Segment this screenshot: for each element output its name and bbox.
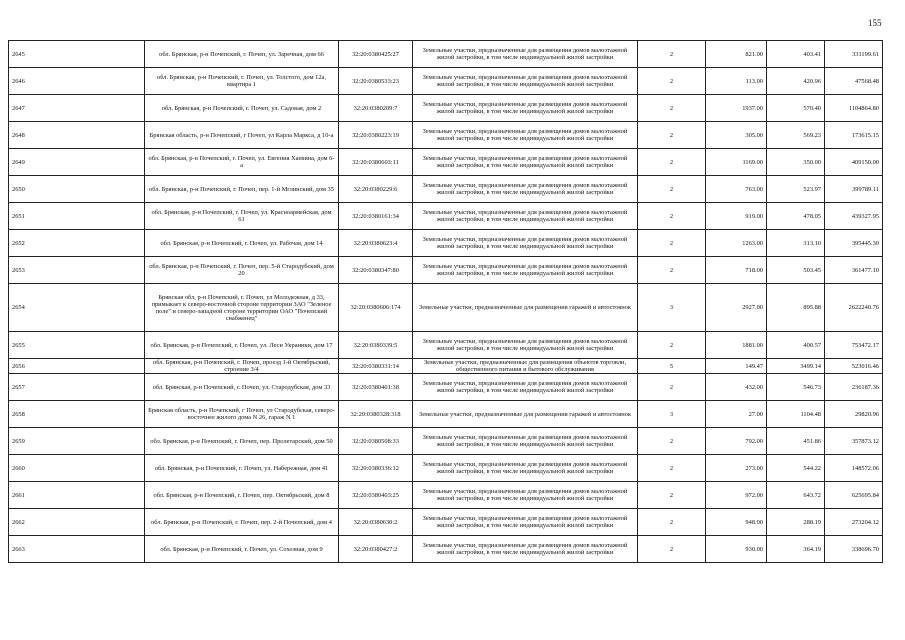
cadastral-value-cell: 29820.96 <box>825 401 883 428</box>
cadastral-number-cell: 32:20:0380403:25 <box>339 482 413 509</box>
area-cell: 1937.00 <box>706 95 767 122</box>
category-cell: 2 <box>638 257 706 284</box>
row-number: 2645 <box>9 41 145 68</box>
row-number: 2662 <box>9 509 145 536</box>
address-cell: обл. Брянская, р-н Почепский, г. Почеп, ул. Сохозная, дом 9 <box>145 536 339 563</box>
row-number: 2650 <box>9 176 145 203</box>
land-use-cell: Земельные участки, предназначенные для размещения домов малоэтажной жилой застройки, в том числе индивидуальной жилой застройки <box>413 332 638 359</box>
cadastral-value-cell: 47568.48 <box>825 68 883 95</box>
cadastral-value-cell: 173615.15 <box>825 122 883 149</box>
land-use-cell: Земельные участки, предназначенные для размещения гаражей и автостоянок <box>413 401 638 428</box>
table-row <box>9 122 883 149</box>
unit-value-cell: 313.10 <box>767 230 825 257</box>
unit-value-cell: 288.19 <box>767 509 825 536</box>
unit-value-cell: 569.23 <box>767 122 825 149</box>
row-number: 2656 <box>9 359 145 374</box>
unit-value-cell: 451.86 <box>767 428 825 455</box>
area-cell: 27.00 <box>706 401 767 428</box>
unit-value-cell: 400.57 <box>767 332 825 359</box>
cadastral-value-cell: 399789.11 <box>825 176 883 203</box>
category-cell: 2 <box>638 149 706 176</box>
category-cell: 2 <box>638 482 706 509</box>
area-cell: 919.00 <box>706 203 767 230</box>
category-cell: 2 <box>638 203 706 230</box>
cadastral-value-cell: 148572.06 <box>825 455 883 482</box>
land-use-cell: Земельные участки, предназначенные для размещения домов малоэтажной жилой застройки, в том числе индивидуальной жилой застройки <box>413 41 638 68</box>
cadastral-number-cell: 32:20:0380328:318 <box>339 401 413 428</box>
table-row <box>9 149 883 176</box>
cadastral-number-cell: 32:20:0380223:19 <box>339 122 413 149</box>
address-cell: Брянская область, р-н Почепский, г Почеп, ул Карла Маркса, д 10-а <box>145 122 339 149</box>
row-number: 2651 <box>9 203 145 230</box>
land-use-cell: Земельные участки, предназначенные для размещения домов малоэтажной жилой застройки, в том числе индивидуальной жилой застройки <box>413 149 638 176</box>
cadastral-value-cell: 236187.36 <box>825 374 883 401</box>
unit-value-cell: 523.97 <box>767 176 825 203</box>
row-number: 2654 <box>9 284 145 332</box>
land-use-cell: Земельные участки, предназначенные для размещения домов малоэтажной жилой застройки, в том числе индивидуальной жилой застройки <box>413 95 638 122</box>
row-number: 2647 <box>9 95 145 122</box>
unit-value-cell: 350.00 <box>767 149 825 176</box>
category-cell: 2 <box>638 230 706 257</box>
address-cell: обл. Брянская, р-н Почепский, г. Почеп, ул. Евгения Хаевина, дом 6-а <box>145 149 339 176</box>
area-cell: 2927.00 <box>706 284 767 332</box>
land-use-cell: Земельные участки, предназначенные для размещения домов малоэтажной жилой застройки, в том числе индивидуальной жилой застройки <box>413 176 638 203</box>
table-row <box>9 203 883 230</box>
category-cell: 5 <box>638 359 706 374</box>
table-row <box>9 230 883 257</box>
address-cell: Брянская область, р-н Почепский, г Почеп, ул Стародубская, северо-восточнее жилого дома N 26, гараж N 1 <box>145 401 339 428</box>
table-body <box>9 41 883 563</box>
unit-value-cell: 895.88 <box>767 284 825 332</box>
category-cell: 2 <box>638 122 706 149</box>
table-row <box>9 68 883 95</box>
address-cell: обл. Брянская, р-н Почепский, г. Почеп, пер. 2-й Почепский, дом 4 <box>145 509 339 536</box>
address-cell: обл. Брянская, р-н Почепский, г. Почеп, ул. Рабочая, дом 14 <box>145 230 339 257</box>
address-cell: обл. Брянская, р-н Почепский, г. Почеп, пер. Октябрьский, дом 8 <box>145 482 339 509</box>
row-number: 2649 <box>9 149 145 176</box>
unit-value-cell: 570.40 <box>767 95 825 122</box>
cadastral-number-cell: 32:20:0380623:4 <box>339 230 413 257</box>
category-cell: 3 <box>638 284 706 332</box>
area-cell: 1881.00 <box>706 332 767 359</box>
cadastral-number-cell: 32:20:0380603:11 <box>339 149 413 176</box>
land-use-cell: Земельные участки, предназначенные для размещения домов малоэтажной жилой застройки, в том числе индивидуальной жилой застройки <box>413 482 638 509</box>
area-cell: 305.00 <box>706 122 767 149</box>
area-cell: 432.00 <box>706 374 767 401</box>
cadastral-number-cell: 32:20:0380347:80 <box>339 257 413 284</box>
row-number: 2660 <box>9 455 145 482</box>
land-registry-table <box>8 40 883 563</box>
row-number: 2646 <box>9 68 145 95</box>
area-cell: 1263.00 <box>706 230 767 257</box>
category-cell: 2 <box>638 332 706 359</box>
unit-value-cell: 503.45 <box>767 257 825 284</box>
table-row <box>9 359 883 374</box>
cadastral-value-cell: 625695.84 <box>825 482 883 509</box>
address-cell: Брянская обл, р-н Почепский, г. Почеп, ул Молодежная, д 33, примыкает к северо-восточной стороне территории ЗАО "Зеленое поле" и северо-западной стороне территории ОАО "Почепский снабженец" <box>145 284 339 332</box>
category-cell: 2 <box>638 428 706 455</box>
category-cell: 2 <box>638 536 706 563</box>
area-cell: 718.00 <box>706 257 767 284</box>
cadastral-number-cell: 32:20:0380606:174 <box>339 284 413 332</box>
land-use-cell: Земельные участки, предназначенные для размещения домов малоэтажной жилой застройки, в том числе индивидуальной жилой застройки <box>413 203 638 230</box>
cadastral-value-cell: 1104864.80 <box>825 95 883 122</box>
cadastral-value-cell: 409150.00 <box>825 149 883 176</box>
row-number: 2648 <box>9 122 145 149</box>
category-cell: 2 <box>638 374 706 401</box>
table-row <box>9 455 883 482</box>
cadastral-number-cell: 32:20:0380508:33 <box>339 428 413 455</box>
cadastral-value-cell: 753472.17 <box>825 332 883 359</box>
unit-value-cell: 478.05 <box>767 203 825 230</box>
unit-value-cell: 364.19 <box>767 536 825 563</box>
area-cell: 972.00 <box>706 482 767 509</box>
address-cell: обл. Брянская, р-н Почепский, г. Почеп, ул. Стародубская, дом 33 <box>145 374 339 401</box>
cadastral-value-cell: 361477.10 <box>825 257 883 284</box>
land-use-cell: Земельные участки, предназначенные для размещения домов малоэтажной жилой застройки, в том числе индивидуальной жилой застройки <box>413 257 638 284</box>
area-cell: 948.00 <box>706 509 767 536</box>
table-row <box>9 176 883 203</box>
address-cell: обл. Брянская, р-н Почепский, г. Почеп, ул. Заречная, дом 66 <box>145 41 339 68</box>
row-number: 2655 <box>9 332 145 359</box>
table-row <box>9 284 883 332</box>
row-number: 2657 <box>9 374 145 401</box>
land-use-cell: Земельные участки, предназначенные для размещения домов малоэтажной жилой застройки, в том числе индивидуальной жилой застройки <box>413 536 638 563</box>
cadastral-number-cell: 32:20:0380533:23 <box>339 68 413 95</box>
area-cell: 1169.00 <box>706 149 767 176</box>
cadastral-value-cell: 395445.30 <box>825 230 883 257</box>
category-cell: 2 <box>638 455 706 482</box>
cadastral-number-cell: 32:20:0380401:38 <box>339 374 413 401</box>
address-cell: обл. Брянская, р-н Почепский, г. Почеп, пер. 1-й Мглинский, дом 35 <box>145 176 339 203</box>
cadastral-value-cell: 338696.70 <box>825 536 883 563</box>
cadastral-number-cell: 32:20:0380425:27 <box>339 41 413 68</box>
table-row <box>9 482 883 509</box>
land-use-cell: Земельные участки, предназначенные для размещения домов малоэтажной жилой застройки, в том числе индивидуальной жилой застройки <box>413 68 638 95</box>
cadastral-number-cell: 32:20:0380630:2 <box>339 509 413 536</box>
table-row <box>9 536 883 563</box>
address-cell: обл. Брянская, р-н Почепский, г. Почеп, пер. 5-й Стародубский, дом 20 <box>145 257 339 284</box>
cadastral-number-cell: 32:20:0380336:12 <box>339 455 413 482</box>
category-cell: 2 <box>638 95 706 122</box>
table-row <box>9 41 883 68</box>
cadastral-value-cell: 357873.12 <box>825 428 883 455</box>
row-number: 2663 <box>9 536 145 563</box>
land-use-cell: Земельные участки, предназначенные для размещения объектов торговли, общественного питания и бытового обслуживания <box>413 359 638 374</box>
area-cell: 273.00 <box>706 455 767 482</box>
cadastral-number-cell: 32:20:0380229:6 <box>339 176 413 203</box>
land-use-cell: Земельные участки, предназначенные для размещения домов малоэтажной жилой застройки, в том числе индивидуальной жилой застройки <box>413 122 638 149</box>
unit-value-cell: 546.73 <box>767 374 825 401</box>
address-cell: обл. Брянская, р-н Почепский, г. Почеп, ул. Красноармейская, дом 61 <box>145 203 339 230</box>
cadastral-value-cell: 331199.61 <box>825 41 883 68</box>
table-row <box>9 509 883 536</box>
area-cell: 792.00 <box>706 428 767 455</box>
land-use-cell: Земельные участки, предназначенные для размещения домов малоэтажной жилой застройки, в том числе индивидуальной жилой застройки <box>413 509 638 536</box>
area-cell: 930.00 <box>706 536 767 563</box>
address-cell: обл. Брянская, р-н Почепский, г. Почеп, ул. Толстого, дом 12а, квартира 1 <box>145 68 339 95</box>
category-cell: 2 <box>638 509 706 536</box>
cadastral-value-cell: 2622240.76 <box>825 284 883 332</box>
cadastral-number-cell: 32:20:0380209:7 <box>339 95 413 122</box>
unit-value-cell: 420.96 <box>767 68 825 95</box>
table-row <box>9 95 883 122</box>
cadastral-value-cell: 439327.95 <box>825 203 883 230</box>
address-cell: обл. Брянская, р-н Почепский, г. Почеп, ул. Леси Украинки, дом 17 <box>145 332 339 359</box>
cadastral-number-cell: 32:20:0380427:2 <box>339 536 413 563</box>
cadastral-number-cell: 32:20:0380339:5 <box>339 332 413 359</box>
area-cell: 821.00 <box>706 41 767 68</box>
land-use-cell: Земельные участки, предназначенные для размещения домов малоэтажной жилой застройки, в том числе индивидуальной жилой застройки <box>413 455 638 482</box>
land-use-cell: Земельные участки, предназначенные для размещения домов малоэтажной жилой застройки, в том числе индивидуальной жилой застройки <box>413 374 638 401</box>
row-number: 2659 <box>9 428 145 455</box>
row-number: 2661 <box>9 482 145 509</box>
area-cell: 763.00 <box>706 176 767 203</box>
address-cell: обл. Брянская, р-н Почепский, г. Почеп, ул. Садовая, дом 2 <box>145 95 339 122</box>
table-row <box>9 374 883 401</box>
address-cell: обл. Брянская, р-н Почепский, г. Почеп, пер. Пролетарский, дом 50 <box>145 428 339 455</box>
land-use-cell: Земельные участки, предназначенные для размещения домов малоэтажной жилой застройки, в том числе индивидуальной жилой застройки <box>413 428 638 455</box>
table-row <box>9 257 883 284</box>
unit-value-cell: 3499.14 <box>767 359 825 374</box>
category-cell: 2 <box>638 68 706 95</box>
area-cell: 113.00 <box>706 68 767 95</box>
category-cell: 3 <box>638 401 706 428</box>
land-use-cell: Земельные участки, предназначенные для размещения гаражей и автостоянок <box>413 284 638 332</box>
cadastral-number-cell: 32:20:0380161:34 <box>339 203 413 230</box>
land-use-cell: Земельные участки, предназначенные для размещения домов малоэтажной жилой застройки, в том числе индивидуальной жилой застройки <box>413 230 638 257</box>
unit-value-cell: 403.41 <box>767 41 825 68</box>
unit-value-cell: 643.72 <box>767 482 825 509</box>
table-row <box>9 332 883 359</box>
page-number: 155 <box>868 18 882 28</box>
category-cell: 2 <box>638 41 706 68</box>
category-cell: 2 <box>638 176 706 203</box>
row-number: 2653 <box>9 257 145 284</box>
cadastral-value-cell: 273204.12 <box>825 509 883 536</box>
address-cell: обл. Брянская, р-н Почепский, г. Почеп, проезд 1-й Октябрьский, строение 3/4 <box>145 359 339 374</box>
address-cell: обл. Брянская, р-н Почепский, г. Почеп, ул. Набережная, дом 41 <box>145 455 339 482</box>
table-row <box>9 428 883 455</box>
row-number: 2652 <box>9 230 145 257</box>
cadastral-number-cell: 32:20:0380331:14 <box>339 359 413 374</box>
unit-value-cell: 544.22 <box>767 455 825 482</box>
row-number: 2658 <box>9 401 145 428</box>
table-row <box>9 401 883 428</box>
area-cell: 149.47 <box>706 359 767 374</box>
cadastral-value-cell: 523016.46 <box>825 359 883 374</box>
unit-value-cell: 1104.48 <box>767 401 825 428</box>
